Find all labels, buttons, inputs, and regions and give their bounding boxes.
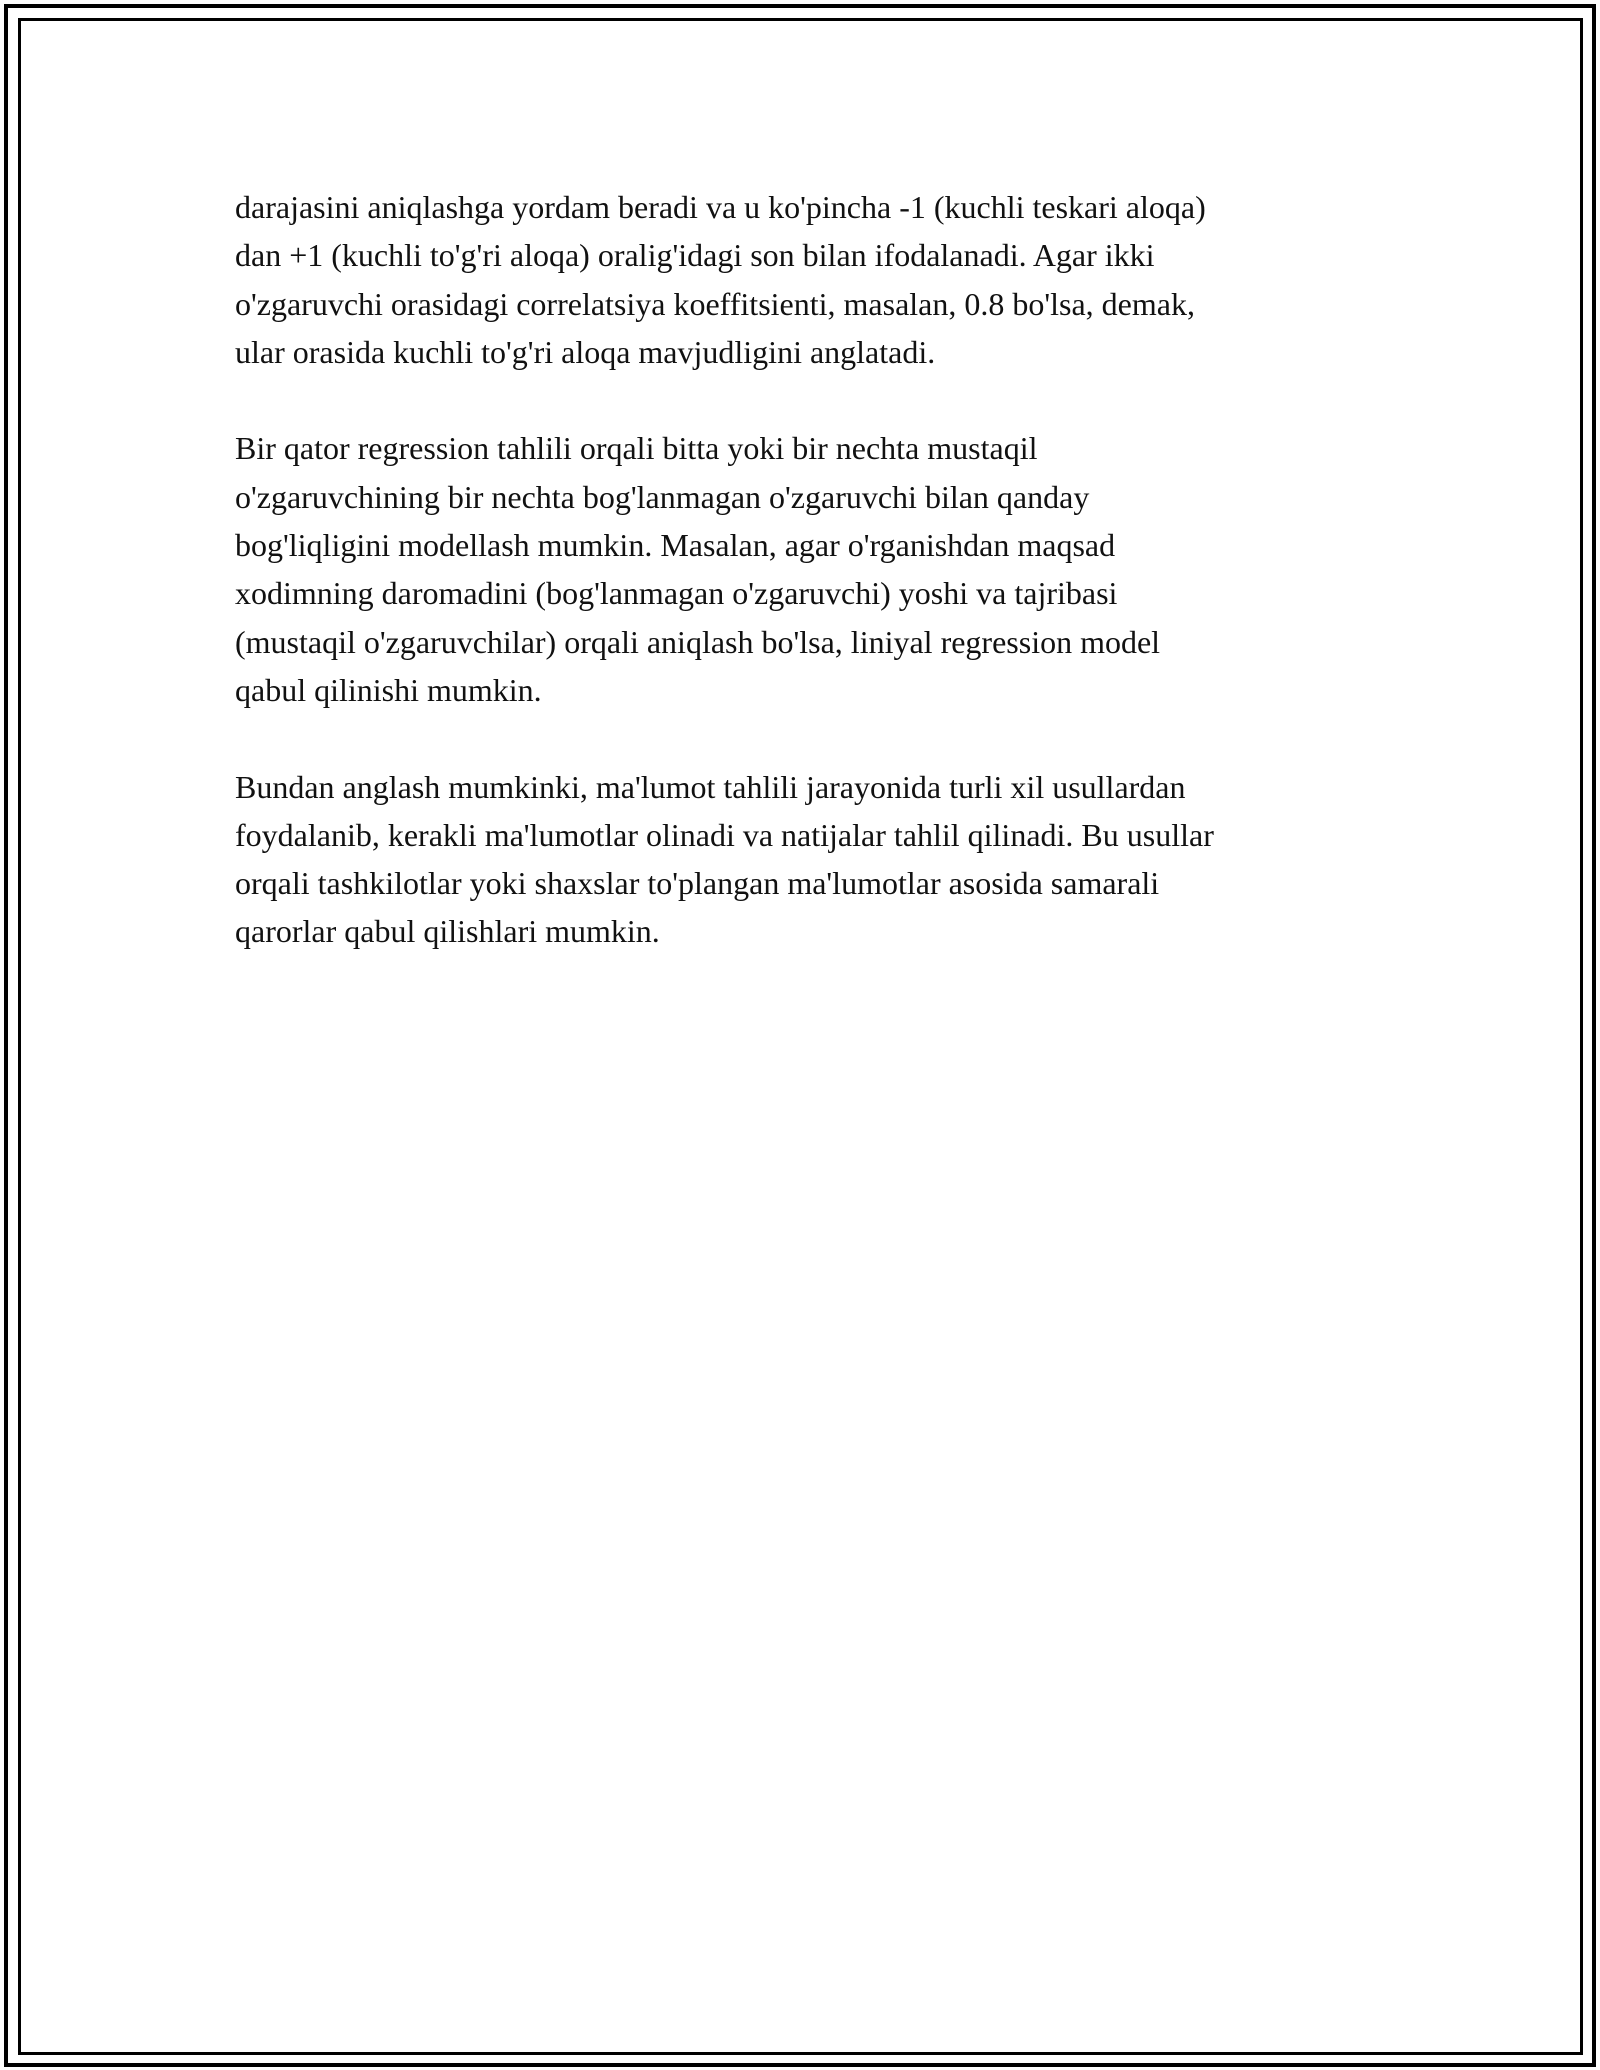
document-body (235, 183, 1365, 956)
paragraph-conclusion: Bundan anglash mumkinki, ma'lumot tahlili jarayonida turli xil usullardan foydalanib, kerakli ma'lumotlar olinadi va natijalar tahlil qilinadi. Bu usullar orqali tashkilotlar yoki shaxslar to'plangan ma'lumotlar asosida samarali qarorlar qabul qilishlari mumkin. (235, 768, 1214, 950)
paragraph-regression: Bir qator regression tahlili orqali bitta yoki bir nechta mustaqil o'zgaruvchining bir nechta bog'lanmagan o'zgaruvchi bilan qanday bog'liqligini modellash mumkin. Masalan, agar o'rganishdan maqsad xodimning daromadini (bog'lanmagan o'zgaruvchi) yoshi va tajribasi (mustaqil o'zgaruvchilar) orqali aniqlash bo'lsa, liniyal regression model qabul qilinishi mumkin. (235, 430, 1161, 708)
paragraph-correlation: darajasini aniqlashga yordam beradi va u ko'pincha -1 (kuchli teskari aloqa) dan +1 (kuchli to'g'ri aloqa) oralig'idagi son bilan ifodalanadi. Agar ikki o'zgaruvchi orasidagi correlatsiya koeffitsienti, masalan, 0.8 bo'lsa, demak, ular orasida kuchli to'g'ri aloqa mavjudligini anglatadi. (235, 189, 1206, 370)
